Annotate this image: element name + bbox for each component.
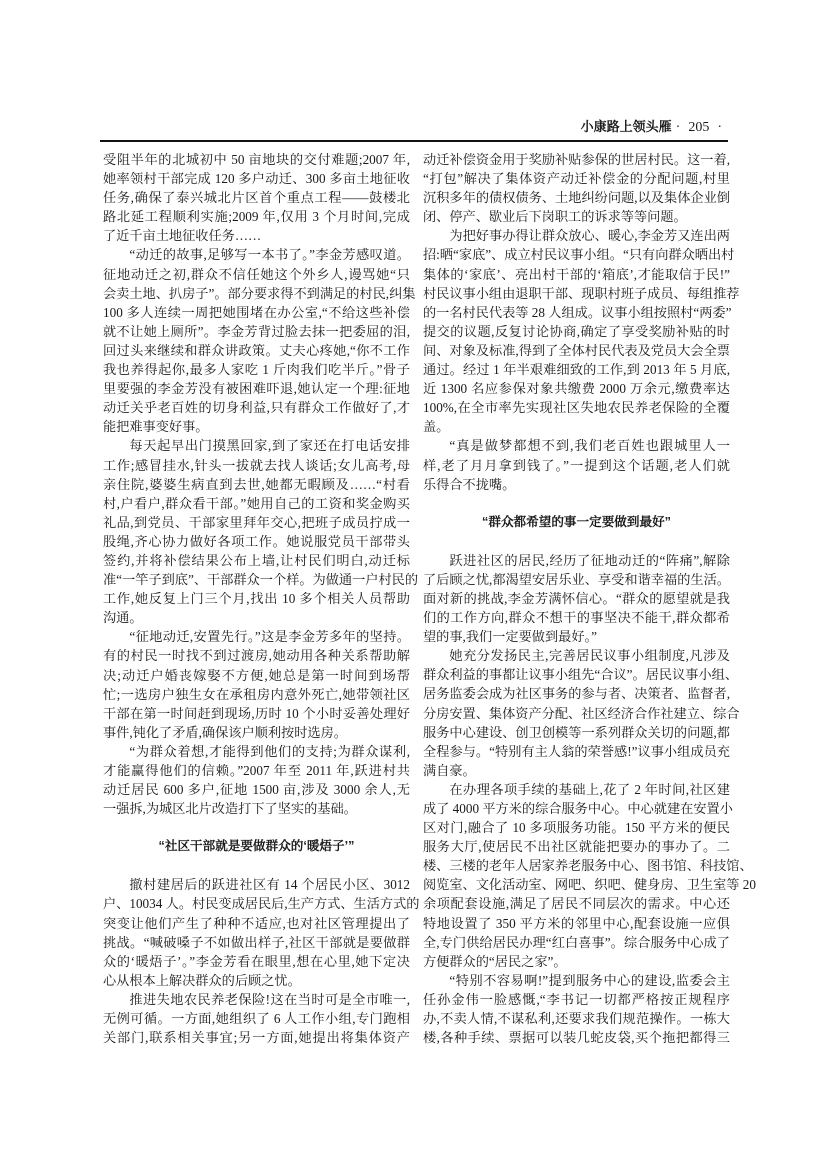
- text-line: 路北延工程顺利实施;2009 年,仅用 3 个月时间,完成: [103, 209, 410, 225]
- text-line: 满自豪。: [423, 762, 476, 778]
- text-line: 服务中心建设、创卫创模等一系列群众关切的问题,都: [423, 724, 730, 740]
- text-line: 关部门,联系相关事宜;另一方面,她提出将集体资产: [103, 1030, 410, 1046]
- text-line: 签约,并将补偿结果公布上墙,让村民们明白,动迁标: [103, 552, 410, 568]
- text-line: 的一名村民代表等 28 人组成。议事小组按照村“两委”: [423, 304, 732, 320]
- text-line: 众的‘暖焐子’。”李金芳看在眼里,想在心里,她下定决: [103, 953, 410, 969]
- text-line: 挑战。“喊破嗓子不如做出样子,社区干部就是要做群: [103, 934, 410, 950]
- text-line: 方便群众的“居民之家”。: [423, 953, 567, 969]
- page-number: 205: [688, 120, 710, 135]
- text-line: 突变让他们产生了种种不适应,也对社区管理提出了: [103, 915, 410, 931]
- text-line: 近 1300 名应参保对象共缴费 2000 万余元,缴费率达: [423, 381, 730, 397]
- text-line: 沉积多年的债权债务、土地纠纷问题,以及集体企业倒: [423, 190, 730, 206]
- text-line: 亲住院,婆婆生病直到去世,她都无暇顾及……“村看: [103, 476, 410, 492]
- text-line: 能把难事变好事。: [103, 419, 209, 435]
- running-head: [581, 116, 726, 136]
- text-line: 通过。经过 1 年半艰难细致的工作,到 2013 年 5 月底,: [423, 362, 730, 378]
- text-line: 余项配套设施,满足了居民不同层次的需求。中心还: [423, 896, 730, 912]
- text-line: 闭、停产、歇业后下岗职工的诉求等等问题。: [423, 209, 687, 225]
- header-rule: [100, 140, 728, 142]
- text-line: 全程参与。“特别有主人翁的荣誉感!”议事小组成员充: [423, 743, 730, 759]
- text-line: 村民议事小组由退职干部、现职村班子成员、每组推荐: [423, 285, 740, 301]
- text-line: 提交的议题,反复讨论协商,确定了享受奖励补贴的时: [423, 323, 730, 339]
- text-line: 决;动迁户婚丧嫁娶不方便,她总是第一时间到场帮: [103, 667, 410, 683]
- book-title: 小康路上领头雁: [580, 119, 672, 134]
- text-line: 回过头来继续和群众讲政策。丈夫心疼她,“你不工作: [103, 342, 410, 358]
- text-line: 沟通。: [103, 610, 143, 626]
- page-number-separator: ·: [717, 120, 722, 135]
- text-line: 她率领村干部完成 120 多户动迁、300 多亩土地征收: [103, 171, 410, 187]
- paragraph: [103, 875, 420, 990]
- text-line: 无例可循。一方面,她组织了 6 人工作小组,专门跑相: [103, 1011, 410, 1027]
- text-line: 居务监委会成为社区事务的参与者、决策者、监督者,: [423, 686, 730, 702]
- text-line: 干部在第一时间赶到现场,历时 10 个小时妥善处理好: [103, 705, 410, 721]
- paragraph: [103, 436, 419, 627]
- paragraph: [423, 646, 740, 780]
- text-line: 心从根本上解决群众的后顾之忧。: [103, 972, 301, 988]
- text-line: 一强拆,为城区北片改造打下了坚实的基础。: [103, 801, 357, 817]
- text-line: 办,不卖人情,不谋私利,还要求我们规范操作。一栋大: [423, 1011, 730, 1027]
- text-line: 动迁补偿资金用于奖励补贴参保的世居村民。这一着,: [423, 152, 730, 167]
- text-line: 招:晒“家底”、成立村民议事小组。“只有向群众晒出村: [423, 247, 735, 263]
- text-line: 集体的‘家底’、亮出村干部的‘箱底’,才能取信于民!”: [423, 266, 730, 282]
- page-number-separator: ·: [675, 120, 681, 135]
- text-line: “征地动迁,安置先行。”这是李金芳多年的坚持。: [129, 629, 410, 645]
- text-line: 跃进社区的居民,经历了征地动迁的“阵痛”,解除: [449, 552, 730, 568]
- text-line: 在办理各项手续的基础上,花了 2 年时间,社区建: [449, 781, 730, 797]
- text-line: 忙;一选房户独生女在承租房内意外死亡,她带领社区: [103, 686, 410, 702]
- text-line: 会卖土地、扒房子”。部分要求得不到满足的村民,纠集: [103, 285, 416, 301]
- paragraph: [423, 971, 730, 1047]
- text-line: “动迁的故事,足够写一本书了。”李金芳感叹道。: [129, 247, 410, 263]
- right-column: [423, 150, 756, 1047]
- text-line: 为把好事办得让群众放心、暖心,李金芳又连出两: [449, 228, 730, 244]
- text-line: 盖。: [423, 419, 450, 435]
- paragraph: [423, 436, 730, 493]
- text-line: 动迁居民 600 多户,征地 1500 亩,涉及 3000 余人,无: [103, 782, 410, 798]
- text-line: 们的工作方向,群众不想干的事坚决不能干,群众都希: [423, 610, 730, 626]
- text-line: 股绳,齐心协力做好各项工作。她说服党员干部带头: [103, 533, 410, 549]
- text-line: 100%,在全市率先实现社区失地农民养老保险的全覆: [423, 400, 730, 416]
- text-line: 阅览室、文化活动室、网吧、织吧、健身房、卫生室等 20: [423, 877, 756, 893]
- text-line: 才能赢得他们的信赖。”2007 年至 2011 年,跃进村共: [103, 763, 410, 778]
- text-line: 推进失地农民养老保险!这在当时可是全市唯一,: [129, 991, 410, 1007]
- section-heading: “群众都希望的事一定要做到最好”: [482, 514, 671, 529]
- paragraph: [103, 990, 410, 1047]
- text-line: 面对新的挑战,李金芳满怀信心。“群众的愿望就是我: [423, 590, 730, 606]
- text-line: 群众利益的事都让议事小组先“合议”。居民议事小组、: [423, 667, 739, 683]
- text-line: 间、对象及标准,得到了全体村民代表及党员大会全票: [423, 342, 730, 358]
- paragraph: [423, 226, 740, 436]
- text-line: 乐得合不拢嘴。: [423, 476, 516, 492]
- text-line: 我也养得起你,最多人家吃 1 斤肉我们吃半斤。”骨子: [103, 362, 410, 378]
- text-line: 楼,各种手续、票据可以装几蛇皮袋,买个拖把都得三: [423, 1030, 730, 1046]
- text-line: 受阻半年的北城初中 50 亩地块的交付难题;2007 年,: [103, 152, 410, 167]
- text-line: 她充分发扬民主,完善居民议事小组制度,凡涉及: [449, 648, 730, 664]
- text-line: 特地设置了 350 平方米的邻里中心,配套设施一应俱: [423, 915, 730, 931]
- paragraph: [423, 150, 730, 226]
- text-line: 区对门,融合了 10 多项服务功能。150 平方米的便民: [423, 820, 730, 836]
- text-line: 户、10034 人。村民变成居民后,生产方式、生活方式的: [103, 896, 420, 912]
- text-line: “为群众着想,才能得到他们的支持;为群众谋利,: [129, 743, 410, 759]
- paragraph: [423, 780, 756, 971]
- text-line: 望的事,我们一定要做到最好。”: [423, 629, 597, 645]
- left-column: [103, 150, 420, 1047]
- paragraph: [103, 245, 416, 436]
- text-line: “打包”解决了集体资产动迁补偿金的分配问题,村里: [423, 171, 730, 187]
- text-line: “特别不容易啊!”提到服务中心的建设,监委会主: [449, 972, 730, 988]
- text-line: 准“一竿子到底”、干部群众一个样。为做通一户村民的: [103, 572, 419, 588]
- text-line: 工作;感冒挂水,针头一拔就去找人谈话;女儿高考,母: [103, 457, 410, 473]
- text-line: 100 多人连续一周把她围堵在办公室,“不给这些补偿: [103, 304, 410, 320]
- text-line: 成了 4000 平方米的综合服务中心。中心就建在安置小: [423, 801, 733, 816]
- text-line: 礼品,到党员、干部家里拜年交心,把班子成员拧成一: [103, 514, 410, 530]
- text-line: 了后顾之忧,都渴望安居乐业、享受和谐幸福的生活。: [423, 571, 730, 587]
- paragraph: [103, 627, 410, 742]
- text-line: 村,户看户,群众看干部。”她用自己的工资和奖金购买: [103, 495, 410, 511]
- text-line: 楼、三楼的老年人居家养老服务中心、图书馆、科技馆、: [423, 858, 753, 874]
- text-line: 工作,她反复上门三个月,找出 10 多个相关人员帮助: [103, 591, 410, 607]
- section-heading: “社区干部就是要做群众的‘暖焐子’”: [158, 839, 355, 854]
- paragraph: [103, 150, 410, 245]
- paragraph: [423, 551, 730, 646]
- text-line: 里要强的李金芳没有被困难吓退,她认定一个理:征地: [103, 381, 410, 397]
- text-line: 事件,钝化了矛盾,确保该户顺利按时选房。: [103, 724, 347, 740]
- text-line: 全,专门供给居民办理“红白喜事”。综合服务中心成了: [423, 934, 730, 950]
- paragraph: [103, 742, 410, 818]
- text-line: 征地动迁之初,群众不信任她这个外乡人,谩骂她“只: [103, 266, 410, 282]
- text-line: 服务大厅,使居民不出社区就能把要办的事办了。二: [423, 839, 730, 855]
- text-line: 任孙金伟一脸感慨,“李书记一切都严格按正规程序: [423, 991, 730, 1007]
- text-line: 任务,确保了泰兴城北片区首个重点工程——鼓楼北: [103, 190, 410, 206]
- text-line: “真是做梦都想不到,我们老百姓也跟城里人一: [449, 438, 730, 454]
- text-line: 就不让她上厕所”。李金芳背过脸去抹一把委屈的泪,: [103, 323, 410, 339]
- text-line: 撤村建居后的跃进社区有 14 个居民小区、3012: [129, 877, 410, 893]
- text-line: 动迁关乎老百姓的切身利益,只有群众工作做好了,才: [103, 400, 410, 416]
- text-line: 分房安置、集体资产分配、社区经济合作社建立、综合: [423, 705, 740, 721]
- text-line: 样,老了月月拿到钱了。”一提到这个话题,老人们就: [423, 457, 730, 473]
- text-line: 有的村民一时找不到过渡房,她动用各种关系帮助解: [103, 648, 410, 664]
- text-line: 了近千亩土地征收任务……: [103, 228, 262, 244]
- text-line: 每天起早出门摸黑回家,到了家还在打电话安排: [129, 438, 410, 454]
